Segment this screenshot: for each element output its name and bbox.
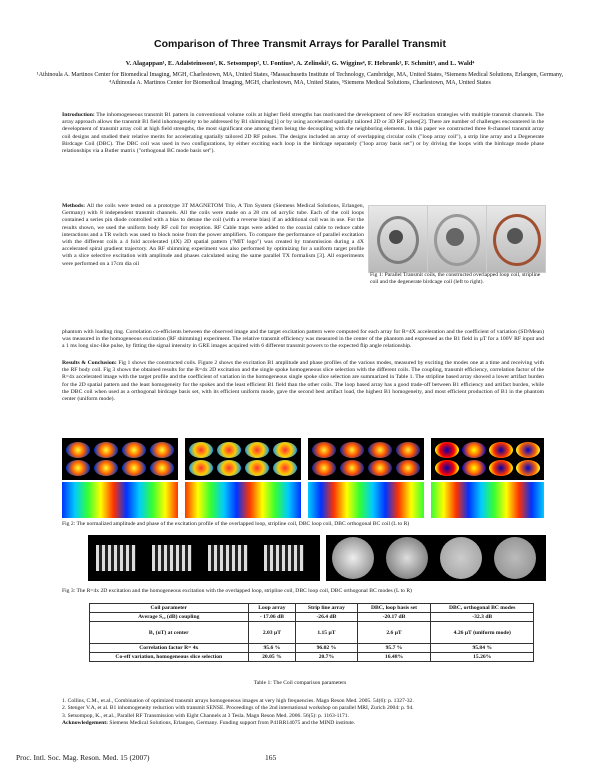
results-text: Fig 1 shows the constructed coils. Figure 2 shows the excitation B1 amplitude and phase profiles of the various modes, measured by exciting the modes one at a time and receiving with the RF body coil. Fig 3 shows the obtained results for the R=4x 2D excitation and the single spoke homogeneous slice selection with the different coils. The coupling, transmit efficiency, correlation factor of the R=4x accelerated image with the target profile and the coefficient of variation in the homogeneous single spoke slice selection are summarized in Table 1. The stripline based array showed a lower artifact burden for the 2D spatial pattern and the least homogeneity for the spokes and the least efficient B1 field than the other coils. The loop based array has a good trade-off between B1 efficiency and artifact burden, while the DBC coil when used as a orthogonal birdcage basis set, with its efficient uniform mode, gave the second best artifact load, the highest B1 homogeneity, and most efficient production of B1 in the phantom center (uniform mode). <box>62 360 545 403</box>
authors: V. Alagappan¹, E. Adalsteinsson², K. Setsompop², U. Fontius³, A. Zelinski², G. Wiggins⁴, F. Hebrank³, F. Schmitt³, and L. Wald⁴ <box>125 60 475 67</box>
table-header-cell: DBC, loop basis set <box>357 604 431 613</box>
acknowledgement <box>62 720 544 727</box>
intro-heading: Introduction: <box>62 112 95 118</box>
table-cell: 20.05 % <box>248 653 296 662</box>
table-cell: 20.7% <box>296 653 357 662</box>
table-cell: - 17.06 dB <box>248 613 296 622</box>
fig2-caption: Fig 2: The normalized amplitude and phase of the excitation profile of the overlapped loop, stripline coil, DBC loop coil, DBC orthogonal BC coil (L to R) <box>62 521 410 527</box>
footer-page-number: 165 <box>265 753 277 762</box>
table-cell: 95.84 % <box>431 644 534 653</box>
methods-heading: Methods: <box>62 203 86 209</box>
table-header-cell: DBC, orthogonal BC modes <box>431 604 534 613</box>
fig1-birdcage-coil-photo <box>486 205 546 273</box>
acknowledgement-text: Siemens Medical Solutions, Erlangen, Germany. Funding support from P41RR14075 and the MIND institute. <box>109 720 356 727</box>
fig1-loop-coil-photo <box>368 205 428 273</box>
results-paragraph <box>62 360 544 403</box>
methods-continuation: phantom with loading ring. Correlation co-efficients between the observed image and the target excitation pattern were computed for each array for R=4X acceleration and the coefficient of variation (SD/Mean) was measured in the homogeneous excitation (RF shimming) experiment. The relative transmit efficiency was measured in the center of the phantom and expressed as the B1 field in µT for a 100V RF input and a 1 ms long sinc-like pulse, by fitting the signal intensity in GRE images acquired with 6 different transmit powers to the expected flip angle relationship. <box>62 329 544 350</box>
table-cell: -20.17 dB <box>357 613 431 622</box>
fig3-homogeneous-excitation-images <box>326 535 546 581</box>
fig3-r4x-excitation-images <box>88 535 320 581</box>
table-cell: 15.26% <box>431 653 534 662</box>
table-cell: B₁ (uT) at center <box>90 622 249 644</box>
table-cell: 2.03 µT <box>248 622 296 644</box>
table-cell: Average S₁₂ (dB) coupling <box>90 613 249 622</box>
fig2-dbc-orthogonal-phase <box>431 482 544 518</box>
acknowledgement-heading: Acknowledgement: <box>62 720 108 727</box>
table-cell: -32.3 dB <box>431 613 534 622</box>
fig3-caption: Fig 3: The R=4x 2D excitation and the homogeneous excitation with the overlapped loop, stripline coil, DBC loop coil, DBC orthogonal BC modes (L to R) <box>62 588 412 594</box>
table-cell: 95.7 % <box>357 644 431 653</box>
affiliations: ¹Athinoula A. Martinos Center for Biomedical Imaging, MGH, Charlestown, MA, United States, ²Massachusetts Institute of Technology, Cambridge, MA, United States, ³Siemens Medical Solutions, Erlangen, Germany, ⁴Athinoula A. Martinos Center for Biomedical Imaging, MGH, charlestown, MA, United States, ⁵Siemens Medical Solutions, Charlestown, MA, United States <box>36 72 564 86</box>
table-row <box>90 644 534 653</box>
footer-proceedings: Proc. Intl. Soc. Mag. Reson. Med. 15 (2007) <box>16 753 150 762</box>
reference-item: 1. Collins, C.M., et.al., Combination of optimized transmit arrays homogeneous images at very high frequencies. Magn Reson Med. 2005. 54(6): p. 1327-32. <box>62 698 414 704</box>
table-header-row <box>90 604 534 613</box>
table-row <box>90 613 534 622</box>
intro-text: The inhomogeneous transmit B1 pattern in conventional volume coils at higher field strengths has motivated the development of new RF excitation strategies with multiple transmit channels. The array approach allows the transmit B1 field inhomogeneity to be addressed by B1 shimming[1] or by using accelerated spatially tailored 2D or 3D RF pulses[2]. There are number of challenges encountered in the development of transmit array coil at high field strengths, the most significant one among them being the decoupling with the neighboring elements. In this paper we constructed three 8-channel transmit array coil designs and studied their relative merits for accelerating spatially tailored 2D RF pulses. The designs included an array of overlapping circular coils ("loop array coil"), a strip line array and a Degenerate Birdcage Coil (DBC). The DBC coil was used in two configurations, by either exciting each loop in the birdcage separately ("loop array basis set") or by driving the loops with the birdcage mode phase relationships via a Butler matrix ("orthogonal BC mode basis set"). <box>62 112 544 155</box>
table-cell: 2.6 µT <box>357 622 431 644</box>
fig2-dbc-orthogonal-amplitude <box>431 438 544 480</box>
fig2-stripline-phase <box>185 482 301 518</box>
table-1 <box>89 603 534 662</box>
table-cell: 96.02 % <box>296 644 357 653</box>
coil-comparison-table <box>89 603 534 662</box>
fig1-stripline-coil-photo <box>427 205 487 273</box>
table-cell: Co-eff variation, homogeneous slice selection <box>90 653 249 662</box>
table-cell: 16.48% <box>357 653 431 662</box>
reference-item: 3. Setsompop, K., et.al., Parallel RF Transmission with Eight Channels at 3 Tesla. Magn Reson Med. 2006. 56(5): p. 1163-1171. <box>62 712 349 719</box>
table-cell: 95.6 % <box>248 644 296 653</box>
introduction-paragraph <box>62 112 544 155</box>
fig2-stripline-amplitude <box>185 438 301 480</box>
methods-text: All the coils were tested on a prototype 3T MAGNETOM Trio, A Tim System (Siemens Medical Solutions, Erlangen, Germany) with 8 independent transmit channels. All the coils were made on a 28 cm od acrylic tube. Each of the coil loops contained a series pin diode controlled with a bias to detune the coil (with a reverse bias) if an additional coil was in use. For the results shown, we used the uniform body RF coil for reception. RF Cable traps were added to the coaxial cable to reduce cable interactions and a TR switch was used to block noise from the power amplifiers. To compare the performance of parallel excitation with the different coils a 4 fold accelerated (4X) 2D spatial pattern ("MIT logo") was created by transmission during a 4X accelerated spiral gradient trajectory. An RF shimming experiment was also performed by optimizing for a uniform target profile with a slice selective excitation with amplitude and phases calculated using the same parallel TX formalism [3]. All experiments were performed on a 17cm dia oil <box>62 203 364 267</box>
table-header-cell: Strip line array <box>296 604 357 613</box>
reference-item: 2. Stenger V.A, et al. B1 inhomogeneity reduction with transmit SENSE. Proceedings of the 2nd international workshop on parallel MRI, Zurich 2004: p. 94. <box>62 705 414 712</box>
fig2-dbc-loop-amplitude <box>308 438 424 480</box>
references <box>62 698 544 728</box>
fig1-caption: Fig 1: Parallel Transmit coils, the constructed overlapped loop coil, stripline coil and the degenerate birdcage coil (left to right). <box>370 272 541 285</box>
fig2-dbc-loop-phase <box>308 482 424 518</box>
table-row <box>90 653 534 662</box>
table-header-cell: Loop array <box>248 604 296 613</box>
table-cell: 1.15 µT <box>296 622 357 644</box>
fig2-loop-phase <box>62 482 178 518</box>
table-cell: 4.26 µT (uniform mode) <box>431 622 534 644</box>
table-cell: Correlation factor R= 4x <box>90 644 249 653</box>
fig2-loop-amplitude <box>62 438 178 480</box>
table-header-cell: Coil parameter <box>90 604 249 613</box>
table-cell: -26.4 dB <box>296 613 357 622</box>
table-1-caption: Table 1: The Coil comparison parameters <box>253 680 347 686</box>
paper-title: Comparison of Three Transmit Arrays for Parallel Transmit <box>154 38 446 50</box>
table-row <box>90 622 534 644</box>
results-heading: Results & Conclusion: <box>62 360 117 366</box>
methods-paragraph <box>62 203 364 329</box>
